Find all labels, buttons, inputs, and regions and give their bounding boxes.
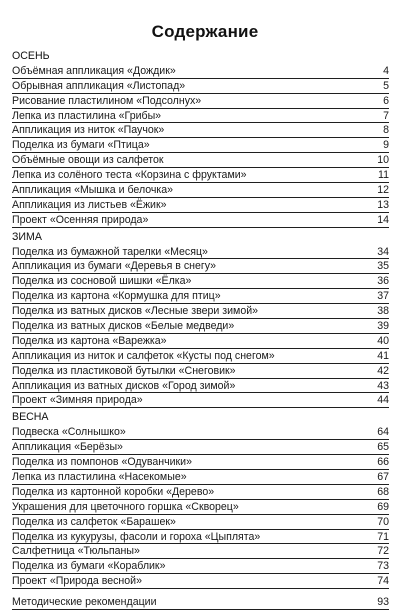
- toc-entry-page: 36: [377, 275, 389, 288]
- toc-entry-label: Поделка из сосновой шишки «Ёлка»: [12, 275, 192, 288]
- section-heading: ОСЕНЬ: [12, 50, 50, 62]
- toc-entry-page: 35: [377, 260, 389, 273]
- toc-entry-page: 44: [377, 394, 389, 407]
- toc-entry-page: 8: [383, 124, 389, 137]
- toc-entry: [12, 530, 389, 545]
- toc-entry-page: 70: [377, 515, 389, 528]
- toc-entry-label: Аппликация «Мышка и белочка»: [12, 184, 174, 197]
- toc-entry: [12, 500, 389, 515]
- toc-entry-label: Обрывная аппликация «Листопад»: [12, 79, 186, 92]
- toc-entry-label: Аппликация из ниток «Паучок»: [12, 124, 165, 137]
- toc-entry-label: Проект «Природа весной»: [12, 575, 142, 588]
- toc-entry-label: Поделка из пластиковой бутылки «Снеговик»: [12, 364, 236, 377]
- toc-entry: [12, 364, 389, 379]
- section-heading: ВЕСНА: [12, 411, 49, 424]
- toc-entry-page: 14: [377, 213, 389, 226]
- toc-entry-label: Подвеска «Солнышко»: [12, 426, 126, 439]
- toc-entry: [12, 515, 389, 530]
- toc-entry-page: 71: [377, 530, 389, 543]
- toc-entry-label: Поделка из помпонов «Одуванчики»: [12, 456, 192, 469]
- toc-entry-page: 7: [383, 109, 389, 122]
- toc-entry-page: 11: [378, 169, 389, 182]
- toc-entry-page: 72: [377, 545, 389, 558]
- toc-entry: [12, 274, 389, 289]
- toc-entry-label: Поделка из бумаги «Кораблик»: [12, 560, 166, 573]
- toc-entry-page: 34: [377, 245, 389, 258]
- toc-entry-page: 73: [377, 560, 389, 573]
- toc-entry: [12, 425, 389, 440]
- toc-entry: [12, 393, 389, 408]
- toc-entry-closing: [12, 595, 389, 610]
- toc-entry-page: 9: [383, 139, 389, 152]
- toc-entry-label: Аппликация «Берёзы»: [12, 441, 123, 454]
- toc-entry: [12, 544, 389, 559]
- toc-entry-page: 40: [377, 334, 389, 347]
- toc-entry: [12, 334, 389, 349]
- toc-entry-label: Аппликация из ватных дисков «Город зимой»: [12, 379, 236, 392]
- toc-entry-page: 42: [377, 364, 389, 377]
- toc-entry-page: 37: [377, 290, 389, 303]
- toc-entry-label: Поделка из салфеток «Барашек»: [12, 515, 176, 528]
- toc-entry: [12, 64, 389, 79]
- toc-entry: [12, 168, 389, 183]
- toc-entry: [12, 289, 389, 304]
- toc-entry: [12, 245, 389, 260]
- toc-entry-page: 6: [383, 94, 389, 107]
- section-heading: ЗИМА: [12, 230, 42, 243]
- toc-entry-page: 93: [377, 596, 389, 609]
- toc-entry: [12, 319, 389, 334]
- toc-entry-label: Поделка из кукурузы, фасоли и гороха «Цыплята»: [12, 530, 261, 543]
- toc-entry-label: Поделка из картона «Варежка»: [12, 334, 167, 347]
- toc-entry: [12, 183, 389, 198]
- toc-entry: [12, 79, 389, 94]
- toc-entry-label: Поделка из ватных дисков «Лесные звери зимой»: [12, 305, 259, 318]
- toc-entry-page: 68: [377, 485, 389, 498]
- toc-entry: [12, 559, 389, 574]
- toc-entry: [12, 138, 389, 153]
- toc-entry-page: 66: [377, 456, 389, 469]
- toc-entry-page: 43: [377, 379, 389, 392]
- toc-entry: [12, 485, 389, 500]
- toc-entry-page: 69: [377, 500, 389, 513]
- toc-entry-page: 39: [377, 320, 389, 333]
- toc-entry: [12, 379, 389, 394]
- toc-entry-page: 4: [383, 64, 389, 77]
- toc-entry-label: Поделка из ватных дисков «Белые медведи»: [12, 320, 235, 333]
- toc-entry: [12, 109, 389, 124]
- toc-entry-label: Поделка из бумаги «Птица»: [12, 139, 150, 152]
- toc-entry: [12, 440, 389, 455]
- page-title: Содержание: [151, 22, 259, 41]
- toc-entry-label: Поделка из бумажной тарелки «Месяц»: [12, 245, 208, 258]
- toc-entry: [12, 198, 389, 213]
- toc-entry-page: 10: [377, 154, 389, 167]
- toc-entry-page: 12: [377, 184, 389, 197]
- toc-entry-label: Аппликация из бумаги «Деревья в снегу»: [12, 260, 217, 273]
- toc-entry-label: Объёмная аппликация «Дождик»: [12, 64, 176, 77]
- toc-entry-page: 41: [377, 349, 389, 362]
- toc-entry-page: 13: [377, 198, 389, 211]
- toc-entry: [12, 123, 389, 138]
- toc-entry-label: Аппликация из ниток и салфеток «Кусты под снегом»: [12, 349, 275, 362]
- toc-entry-label: Салфетница «Тюльпаны»: [12, 545, 140, 558]
- toc-entry: [12, 455, 389, 470]
- toc-entry: [12, 574, 389, 589]
- toc-entry-page: 74: [377, 575, 389, 588]
- toc-entry-label: Проект «Зимняя природа»: [12, 394, 143, 407]
- toc-entry-label: Лепка из пластилина «Насекомые»: [12, 470, 187, 483]
- toc-entry-label: Объёмные овощи из салфеток: [12, 154, 164, 167]
- toc-entry-page: 65: [377, 441, 389, 454]
- toc-entry: [12, 349, 389, 364]
- toc-entry-page: 64: [377, 426, 389, 439]
- toc-entry-label: Проект «Осенняя природа»: [12, 213, 149, 226]
- toc-entry: [12, 470, 389, 485]
- toc-entry-page: 5: [383, 79, 389, 92]
- toc-entry: [12, 259, 389, 274]
- toc-entry-label: Поделка из картонной коробки «Дерево»: [12, 485, 215, 498]
- toc-entry-label: Украшения для цветочного горшка «Скворец»: [12, 500, 239, 513]
- toc-entry-label: Лепка из пластилина «Грибы»: [12, 109, 162, 122]
- toc-entry-label: Рисование пластилином «Подсолнух»: [12, 94, 202, 107]
- toc-entry: [12, 153, 389, 168]
- toc-entry-label: Аппликация из листьев «Ёжик»: [12, 198, 167, 211]
- toc-entry-page: 38: [377, 305, 389, 318]
- toc-entry-label: Методические рекомендации: [12, 596, 157, 609]
- toc-entry-label: Лепка из солёного теста «Корзина с фруктами»: [12, 169, 247, 182]
- toc-entry: [12, 94, 389, 109]
- toc-entry-page: 67: [377, 470, 389, 483]
- toc-entry-label: Поделка из картона «Кормушка для птиц»: [12, 290, 221, 303]
- toc-entry: [12, 304, 389, 319]
- table-of-contents: [12, 49, 389, 610]
- toc-entry: [12, 213, 389, 228]
